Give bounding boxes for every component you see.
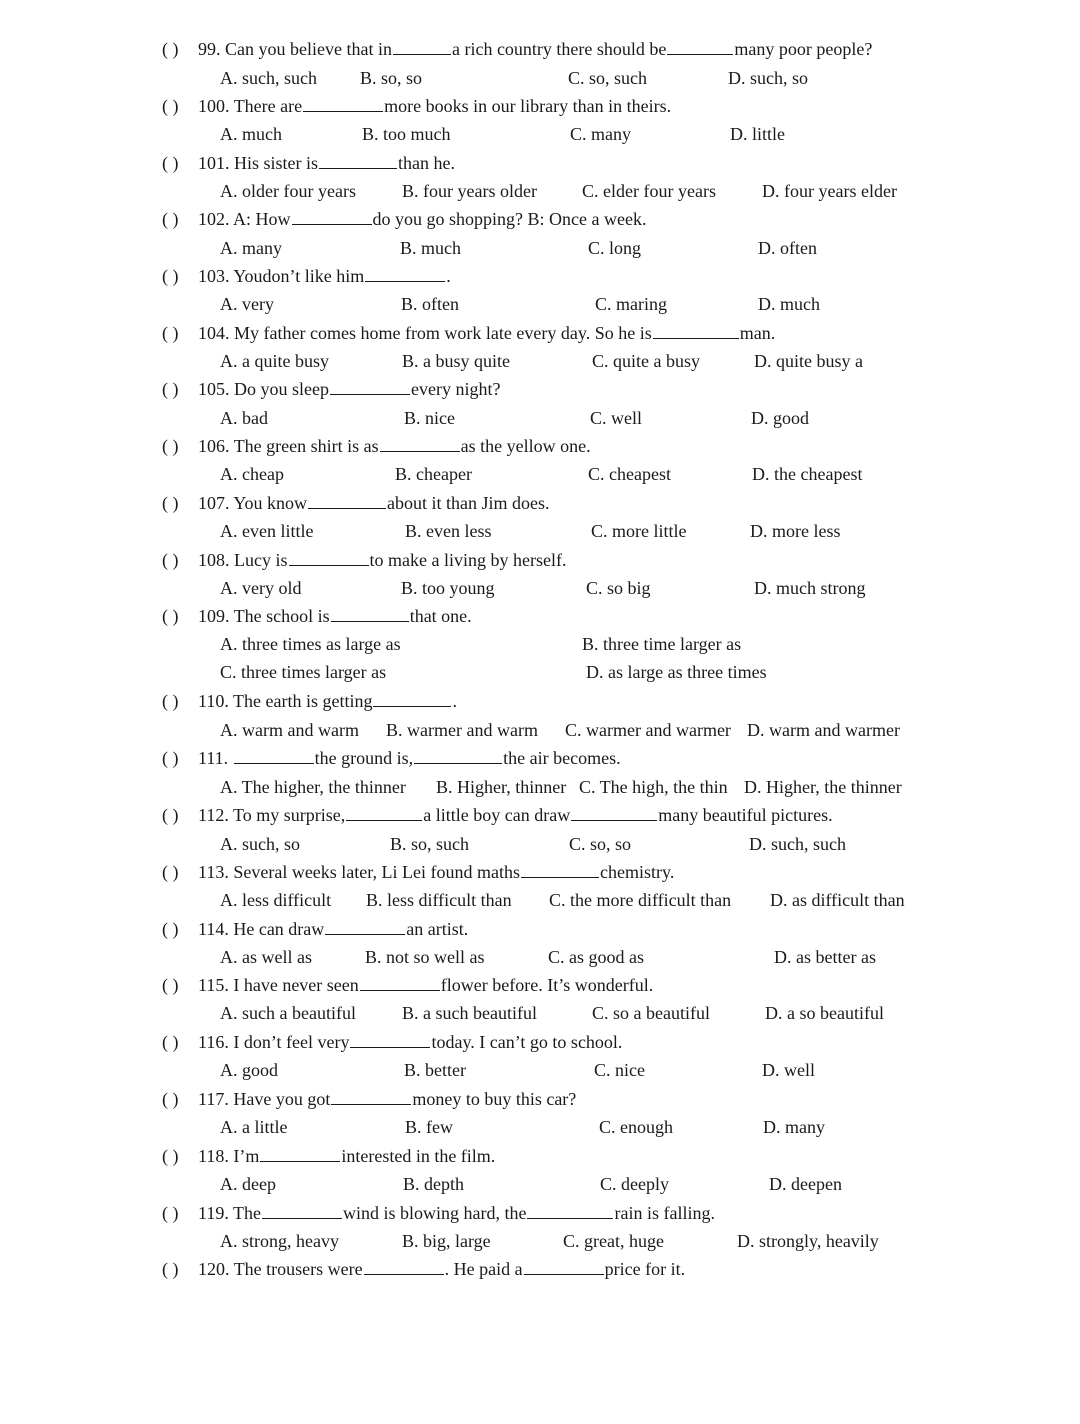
option-a[interactable]: A. very old xyxy=(220,578,302,598)
answer-bracket[interactable]: ( ) xyxy=(162,606,179,626)
option-b[interactable]: B. warmer and warm xyxy=(386,720,538,740)
question-108 xyxy=(162,549,566,571)
option-c[interactable]: C. quite a busy xyxy=(592,351,700,371)
option-c[interactable]: C. so, so xyxy=(569,834,632,854)
option-b[interactable]: B. not so well as xyxy=(365,947,485,967)
option-a[interactable]: A. less difficult xyxy=(220,890,332,910)
options-row xyxy=(0,463,1080,485)
question-number: 105. xyxy=(198,379,234,399)
answer-blank[interactable] xyxy=(365,265,445,282)
question-114 xyxy=(162,918,468,940)
answer-bracket[interactable]: ( ) xyxy=(162,266,179,286)
question-text: Do you sleep xyxy=(234,379,329,399)
options-row xyxy=(0,293,1080,315)
question-text: a rich country there should be xyxy=(451,39,667,59)
options-row xyxy=(0,1230,1080,1252)
option-a[interactable]: A. such, such xyxy=(220,68,317,88)
answer-blank[interactable] xyxy=(308,492,386,509)
question-number: 103. xyxy=(198,266,234,286)
options-row xyxy=(0,520,1080,542)
question-116 xyxy=(162,1031,622,1053)
question-text: a little boy can draw xyxy=(423,805,571,825)
option-d[interactable]: D. such, such xyxy=(749,834,846,854)
option-d[interactable]: D. as difficult than xyxy=(770,890,905,910)
question-text: . xyxy=(446,266,451,286)
answer-blank[interactable] xyxy=(571,804,657,821)
question-text: price for it. xyxy=(604,1259,686,1279)
option-b[interactable]: B. better xyxy=(404,1060,466,1080)
question-text: You know xyxy=(233,493,308,513)
options-row xyxy=(0,1173,1080,1195)
option-a[interactable]: A. many xyxy=(220,238,282,258)
question-text: To my surprise, xyxy=(233,805,346,825)
options-row xyxy=(0,577,1080,599)
question-text: an artist. xyxy=(406,919,469,939)
question-119 xyxy=(162,1202,715,1224)
option-d[interactable]: D. more less xyxy=(750,521,841,541)
question-number: 118. xyxy=(198,1146,234,1166)
answer-blank[interactable] xyxy=(653,322,739,339)
option-d[interactable]: D. good xyxy=(751,408,809,428)
answer-bracket[interactable]: ( ) xyxy=(162,39,179,59)
option-b[interactable]: B. so, so xyxy=(360,68,423,88)
options-row xyxy=(0,719,1080,741)
answer-blank[interactable] xyxy=(350,1031,430,1048)
answer-blank[interactable] xyxy=(330,378,410,395)
question-text: The trousers were xyxy=(233,1259,363,1279)
option-c[interactable]: C. the more difficult than xyxy=(549,890,732,910)
question-number: 102. xyxy=(198,209,234,229)
option-b[interactable]: B. a such beautiful xyxy=(402,1003,537,1023)
question-number: 104. xyxy=(198,323,234,343)
options-row xyxy=(0,633,1080,655)
option-d[interactable]: D. the cheapest xyxy=(752,464,863,484)
option-c[interactable]: C. elder four years xyxy=(582,181,716,201)
question-text: every night? xyxy=(410,379,501,399)
answer-blank[interactable] xyxy=(380,435,460,452)
option-a[interactable]: A. strong, heavy xyxy=(220,1231,339,1251)
question-text: money to buy this car? xyxy=(412,1089,577,1109)
question-text: many poor people? xyxy=(734,39,873,59)
question-number: 111. xyxy=(198,748,233,768)
question-text: The xyxy=(233,1203,261,1223)
answer-bracket[interactable]: ( ) xyxy=(162,436,179,456)
question-number: 109. xyxy=(198,606,234,626)
option-a[interactable]: A. The higher, the thinner xyxy=(220,777,406,797)
question-number: 119. xyxy=(198,1203,234,1223)
option-b[interactable]: B. a busy quite xyxy=(402,351,510,371)
option-b[interactable]: B. even less xyxy=(405,521,492,541)
answer-blank[interactable] xyxy=(262,1202,342,1219)
question-number: 120. xyxy=(198,1259,234,1279)
options-row xyxy=(0,180,1080,202)
option-d[interactable]: D. often xyxy=(758,238,817,258)
question-text: do you go shopping? B: Once a week. xyxy=(372,209,647,229)
question-99 xyxy=(162,38,872,60)
question-107 xyxy=(162,492,550,514)
question-number: 107. xyxy=(198,493,234,513)
question-112 xyxy=(162,804,833,826)
question-text: There are xyxy=(233,96,303,116)
question-text: flower before. It’s wonderful. xyxy=(440,975,654,995)
question-106 xyxy=(162,435,591,457)
question-text: Youdon’t like him xyxy=(233,266,365,286)
option-c[interactable]: C. enough xyxy=(599,1117,673,1137)
answer-blank[interactable] xyxy=(360,974,440,991)
options-row xyxy=(0,407,1080,429)
option-c[interactable]: C. many xyxy=(570,124,631,144)
options-row xyxy=(0,350,1080,372)
answer-bracket[interactable]: ( ) xyxy=(162,975,179,995)
question-number: 108. xyxy=(198,550,234,570)
question-number: 110. xyxy=(198,691,234,711)
question-117 xyxy=(162,1088,576,1110)
options-row xyxy=(0,833,1080,855)
question-text: more books in our library than in theirs. xyxy=(384,96,672,116)
answer-blank[interactable] xyxy=(234,747,314,764)
question-text: than he. xyxy=(398,153,455,173)
answer-blank[interactable] xyxy=(260,1145,340,1162)
question-101 xyxy=(162,152,455,174)
question-text: about it than Jim does. xyxy=(387,493,550,513)
question-text: The school is xyxy=(233,606,330,626)
option-d[interactable]: D. four years elder xyxy=(762,181,897,201)
answer-bracket[interactable]: ( ) xyxy=(162,209,179,229)
answer-blank[interactable] xyxy=(289,549,369,566)
question-number: 116. xyxy=(198,1032,234,1052)
options-row xyxy=(0,67,1080,89)
answer-bracket[interactable]: ( ) xyxy=(162,748,179,768)
question-text: rain is falling. xyxy=(614,1203,715,1223)
option-a[interactable]: A. as well as xyxy=(220,947,312,967)
option-c[interactable]: C. nice xyxy=(594,1060,645,1080)
option-a[interactable]: A. cheap xyxy=(220,464,284,484)
option-b[interactable]: B. four years older xyxy=(402,181,537,201)
question-text: many beautiful pictures. xyxy=(658,805,833,825)
option-b[interactable]: B. Higher, thinner xyxy=(436,777,567,797)
option-c[interactable]: C. more little xyxy=(591,521,687,541)
question-text: Several weeks later, Li Lei found maths xyxy=(233,862,521,882)
question-text: I don’t feel very xyxy=(233,1032,350,1052)
question-105 xyxy=(162,378,500,400)
option-c[interactable]: C. The high, the thin xyxy=(579,777,728,797)
answer-blank[interactable] xyxy=(319,152,397,169)
answer-bracket[interactable]: ( ) xyxy=(162,1032,179,1052)
option-b[interactable]: B. few xyxy=(405,1117,453,1137)
option-c[interactable]: C. long xyxy=(588,238,642,258)
answer-blank[interactable] xyxy=(292,208,372,225)
answer-bracket[interactable]: ( ) xyxy=(162,1259,179,1279)
question-111 xyxy=(162,747,621,769)
question-text: today. I can’t go to school. xyxy=(431,1032,623,1052)
option-d[interactable]: D. well xyxy=(762,1060,815,1080)
question-text: I have never seen xyxy=(233,975,359,995)
option-c[interactable]: C. warmer and warmer xyxy=(565,720,731,740)
answer-bracket[interactable]: ( ) xyxy=(162,379,179,399)
options-row xyxy=(0,237,1080,259)
question-102 xyxy=(162,208,646,230)
option-c[interactable]: C. cheapest xyxy=(588,464,671,484)
option-c[interactable]: C. maring xyxy=(595,294,667,314)
option-b[interactable]: B. depth xyxy=(403,1174,464,1194)
question-text: wind is blowing hard, the xyxy=(343,1203,527,1223)
options-row xyxy=(0,123,1080,145)
option-c[interactable]: C. so big xyxy=(586,578,651,598)
answer-bracket[interactable]: ( ) xyxy=(162,153,179,173)
question-text: to make a living by herself. xyxy=(369,550,567,570)
option-b[interactable]: B. so, such xyxy=(390,834,470,854)
answer-bracket[interactable]: ( ) xyxy=(162,323,179,343)
question-text: man. xyxy=(739,323,776,343)
option-c[interactable]: C. so, such xyxy=(568,68,648,88)
question-text: . He paid a xyxy=(444,1259,523,1279)
option-a[interactable]: A. three times as large as xyxy=(220,634,401,654)
option-b[interactable]: B. less difficult than xyxy=(366,890,512,910)
answer-bracket[interactable]: ( ) xyxy=(162,493,179,513)
option-a[interactable]: A. deep xyxy=(220,1174,276,1194)
answer-blank[interactable] xyxy=(373,690,451,707)
answer-blank[interactable] xyxy=(346,804,422,821)
option-b[interactable]: B. too much xyxy=(362,124,451,144)
option-a[interactable]: A. older four years xyxy=(220,181,356,201)
answer-blank[interactable] xyxy=(414,747,502,764)
option-b[interactable]: B. too young xyxy=(401,578,495,598)
question-118 xyxy=(162,1145,495,1167)
answer-blank[interactable] xyxy=(527,1202,613,1219)
answer-bracket[interactable]: ( ) xyxy=(162,862,179,882)
question-number: 106. xyxy=(198,436,234,456)
question-text: I’m xyxy=(233,1146,260,1166)
question-text: He can draw xyxy=(233,919,325,939)
answer-blank[interactable] xyxy=(331,605,409,622)
question-number: 112. xyxy=(198,805,234,825)
option-a[interactable]: A. warm and warm xyxy=(220,720,359,740)
option-d[interactable]: D. as better as xyxy=(774,947,876,967)
answer-blank[interactable] xyxy=(325,918,405,935)
options-row xyxy=(0,1116,1080,1138)
option-b[interactable]: B. much xyxy=(400,238,461,258)
option-b[interactable]: B. big, large xyxy=(402,1231,491,1251)
option-a[interactable]: A. such a beautiful xyxy=(220,1003,356,1023)
answer-bracket[interactable]: ( ) xyxy=(162,1146,179,1166)
option-a[interactable]: A. bad xyxy=(220,408,268,428)
question-text: as the yellow one. xyxy=(460,436,591,456)
option-d[interactable]: D. warm and warmer xyxy=(747,720,900,740)
question-text: My father comes home from work late every day. So he is xyxy=(234,323,652,343)
option-b[interactable]: B. cheaper xyxy=(395,464,472,484)
option-c[interactable]: C. three times larger as xyxy=(220,662,387,682)
option-c[interactable]: C. so a beautiful xyxy=(592,1003,710,1023)
question-103 xyxy=(162,265,451,287)
question-number: 113. xyxy=(198,862,234,882)
option-d[interactable]: D. a so beautiful xyxy=(765,1003,884,1023)
question-number: 117. xyxy=(198,1089,234,1109)
answer-blank[interactable] xyxy=(667,38,733,55)
question-number: 114. xyxy=(198,919,234,939)
question-text: the air becomes. xyxy=(503,748,621,768)
question-115 xyxy=(162,974,653,996)
option-b[interactable]: B. nice xyxy=(404,408,455,428)
question-text: Lucy is xyxy=(234,550,288,570)
options-row xyxy=(0,946,1080,968)
answer-blank[interactable] xyxy=(331,1088,411,1105)
option-d[interactable]: D. little xyxy=(730,124,785,144)
option-a[interactable]: A. a little xyxy=(220,1117,288,1137)
option-d[interactable]: D. much xyxy=(758,294,820,314)
option-d[interactable]: D. many xyxy=(763,1117,825,1137)
option-c[interactable]: C. deeply xyxy=(600,1174,669,1194)
options-row xyxy=(0,1059,1080,1081)
option-a[interactable]: A. much xyxy=(220,124,282,144)
answer-blank[interactable] xyxy=(524,1258,604,1275)
question-text: . xyxy=(452,691,457,711)
question-text: that one. xyxy=(409,606,472,626)
question-109 xyxy=(162,605,472,627)
answer-bracket[interactable]: ( ) xyxy=(162,691,179,711)
option-c[interactable]: C. great, huge xyxy=(563,1231,664,1251)
option-d[interactable]: D. strongly, heavily xyxy=(737,1231,879,1251)
options-row xyxy=(0,776,1080,798)
answer-bracket[interactable]: ( ) xyxy=(162,1203,179,1223)
question-text: The green shirt is as xyxy=(233,436,379,456)
question-text: the ground is, xyxy=(314,748,414,768)
question-number: 101. xyxy=(198,153,234,173)
answer-blank[interactable] xyxy=(393,38,451,55)
option-a[interactable]: A. even little xyxy=(220,521,314,541)
question-number: 99. xyxy=(198,39,225,59)
option-d[interactable]: D. much strong xyxy=(754,578,866,598)
answer-blank[interactable] xyxy=(303,95,383,112)
options-row xyxy=(0,1002,1080,1024)
option-d[interactable]: D. as large as three times xyxy=(586,662,767,682)
question-104 xyxy=(162,322,775,344)
option-c[interactable]: C. well xyxy=(590,408,642,428)
question-text: A: How xyxy=(233,209,291,229)
option-d[interactable]: D. such, so xyxy=(728,68,808,88)
options-row xyxy=(0,661,1080,683)
answer-blank[interactable] xyxy=(364,1258,444,1275)
question-text: interested in the film. xyxy=(341,1146,496,1166)
option-d[interactable]: D. Higher, the thinner xyxy=(744,777,902,797)
option-a[interactable]: A. such, so xyxy=(220,834,300,854)
options-row xyxy=(0,889,1080,911)
option-d[interactable]: D. deepen xyxy=(769,1174,842,1194)
question-120 xyxy=(162,1258,685,1280)
answer-bracket[interactable]: ( ) xyxy=(162,550,179,570)
option-a[interactable]: A. a quite busy xyxy=(220,351,329,371)
option-d[interactable]: D. quite busy a xyxy=(754,351,863,371)
question-text: Can you believe that in xyxy=(225,39,392,59)
question-text: His sister is xyxy=(234,153,319,173)
option-a[interactable]: A. very xyxy=(220,294,274,314)
option-a[interactable]: A. good xyxy=(220,1060,278,1080)
question-number: 115. xyxy=(198,975,234,995)
answer-bracket[interactable]: ( ) xyxy=(162,96,179,116)
answer-bracket[interactable]: ( ) xyxy=(162,919,179,939)
option-b[interactable]: B. often xyxy=(401,294,459,314)
question-text: Have you got xyxy=(233,1089,331,1109)
question-110 xyxy=(162,690,457,712)
answer-blank[interactable] xyxy=(521,861,599,878)
question-113 xyxy=(162,861,674,883)
question-100 xyxy=(162,95,671,117)
question-text: chemistry. xyxy=(600,862,675,882)
question-number: 100. xyxy=(198,96,234,116)
option-c[interactable]: C. as good as xyxy=(548,947,644,967)
option-b[interactable]: B. three time larger as xyxy=(582,634,742,654)
answer-bracket[interactable]: ( ) xyxy=(162,805,179,825)
answer-bracket[interactable]: ( ) xyxy=(162,1089,179,1109)
question-text: The earth is getting xyxy=(233,691,373,711)
